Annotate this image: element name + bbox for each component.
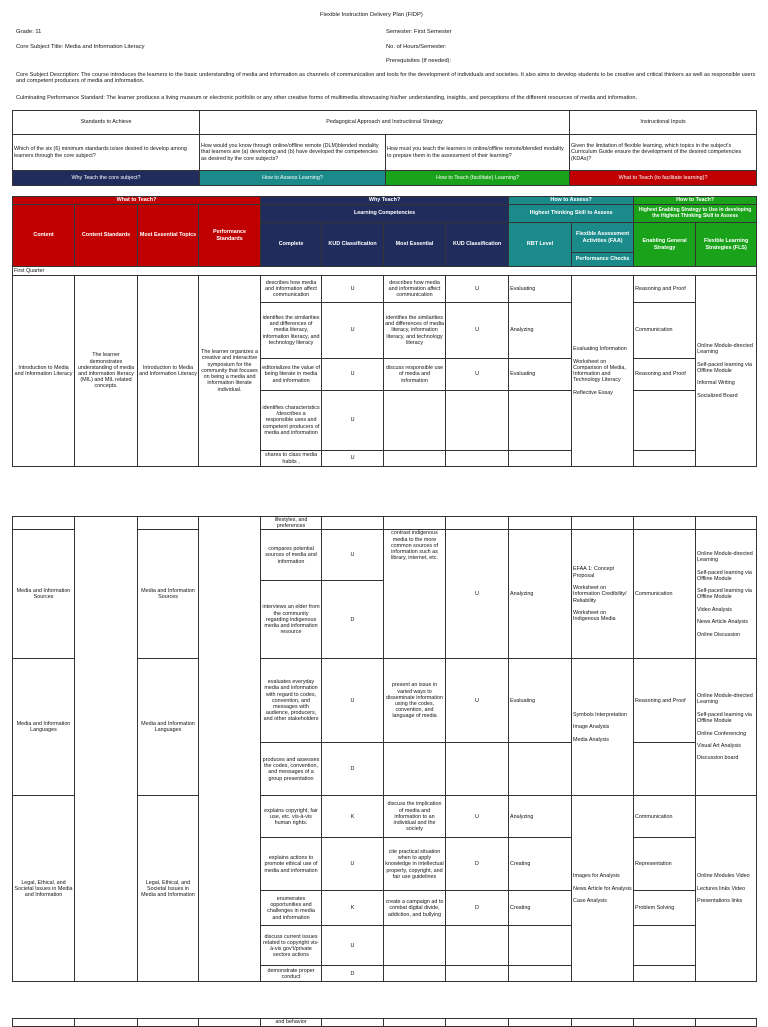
empty-cell (322, 1019, 384, 1027)
empty-cell (509, 517, 572, 530)
guide-question-4: Given the limitation of flexible learning, which topics in the subject's Curriculum Guide ensure the development of the desired competencies (KDAs)? (570, 135, 757, 171)
enabling-cell: Reasoning and Proof (634, 276, 696, 303)
empty-cell (384, 517, 446, 530)
kud-cell: U (322, 659, 384, 743)
kud-cell: U (446, 276, 509, 303)
competency-cell: compares potential sources of media and information (261, 530, 322, 581)
faa-cell: Images for Analysis News Article for Analysis Case Analysis (572, 796, 634, 982)
empty-cell (509, 743, 572, 796)
how-teach-bar: How to Teach (facilitate) Learning? (386, 171, 570, 186)
empty-cell (199, 1019, 261, 1027)
kud-cell: D (446, 838, 509, 891)
hours-label: No. of Hours/Semester: (386, 44, 447, 50)
empty-cell (13, 1019, 75, 1027)
empty-cell (446, 926, 509, 966)
performance-checks-header: Performance Checks (572, 253, 634, 267)
kud-cell: U (446, 530, 509, 659)
rbt-cell: Analyzing (509, 796, 572, 838)
empty-cell (138, 1019, 199, 1027)
competency-cell: enumerates opportunities and challenges in media and information (261, 891, 322, 926)
content-cell: Media and Information Languages (13, 659, 75, 796)
competency-cell: demonstrate proper conduct (261, 966, 322, 982)
first-quarter-label: First Quarter (13, 267, 757, 276)
empty-cell (634, 743, 696, 796)
faa-cell: Symbols Interpretation Image Analysis Media Analysis (572, 659, 634, 796)
content-standards-header: Content Standards (75, 205, 138, 267)
empty-cell (634, 1019, 696, 1027)
kud-cell: U (446, 659, 509, 743)
empty-cell (572, 1019, 634, 1027)
competency-cell: identifies characteristics /describes a responsible uses and competent producers of media and information (261, 391, 322, 451)
standards-to-achieve-header: Standards to Achieve (13, 111, 200, 135)
content-cell: Legal, Ethical, and Societal Issues in Media and Information (13, 796, 75, 982)
content-cell: Introduction to Media and Information Literacy (13, 276, 75, 467)
competency-cell: interviews an elder from the community regarding indigenous media and information resource (261, 581, 322, 659)
what-teach-bar: What to Teach (to facilitate learning)? (570, 171, 757, 186)
competency-cell: explains copyright, fair use, etc. vis-à-vis human rights. (261, 796, 322, 838)
fidp-table-3 (12, 1018, 757, 1027)
instructional-inputs-header: Instructional Inputs (570, 111, 757, 135)
kud-cell: U (322, 391, 384, 451)
semester-label: Semester: First Semester (386, 29, 452, 35)
empty-cell (322, 517, 384, 530)
enabling-cell: Reasoning and Proof (634, 359, 696, 391)
empty-cell (572, 517, 634, 530)
enabling-cell: Communication (634, 303, 696, 359)
empty-cell (446, 1019, 509, 1027)
most-essential-cell: discuss the implication of media and information to an individual and the society (384, 796, 446, 838)
rbt-cell: Analyzing (509, 303, 572, 359)
faa-cell: Evaluating Information Worksheet on Comparison of Media, Information and Technology Literacy Reflective Essay (572, 276, 634, 467)
empty-cell (446, 743, 509, 796)
kud-cell: U (322, 838, 384, 891)
fls-cell: Online Module-directed Learning Self-paced learning via Offline Module Online Conferencing Visual Art Analysis Discussion board (696, 659, 757, 796)
kud-cell: D (446, 891, 509, 926)
content-standard-cell: The learner demonstrates understanding of media and information literacy (MIL) and MIL related concepts. (75, 276, 138, 467)
empty-cell (634, 391, 696, 451)
highest-enabling-header: Highest Enabling Strategy to Use in developing the Highest Thinking Skill to Assess (634, 205, 757, 223)
kud-cell: U (322, 359, 384, 391)
complete-header: Complete (261, 223, 322, 267)
kud-cell: U (446, 796, 509, 838)
empty-cell (509, 451, 572, 467)
topic-cell: Introduction to Media and Information Literacy (138, 276, 199, 467)
empty-cell (509, 1019, 572, 1027)
empty-cell (509, 966, 572, 982)
rbt-cell: Creating (509, 891, 572, 926)
faa-cell: EFAA 1: Concept Proposal Worksheet on Information Credibility/ Reliability Worksheet on Indigenous Media (572, 530, 634, 659)
kud-cell: D (322, 966, 384, 982)
performance-standard-cell: The learner organizes a creative and interactive symposium for the community that focuses on being a media and information literate individual. (199, 276, 261, 467)
enabling-cell: Communication (634, 530, 696, 659)
rbt-level-header: RBT Level (509, 223, 572, 267)
empty-cell (634, 451, 696, 467)
most-essential-cell: present an issue in varied ways to disseminate information using the codes, convention, and language of media (384, 659, 446, 743)
empty-cell (696, 517, 757, 530)
kud-cell: K (322, 891, 384, 926)
kud-classification-header-2: KUD Classification (446, 223, 509, 267)
fls-header: Flexible Learning Strategies (FLS) (696, 223, 757, 267)
what-to-teach-header: What to Teach? (13, 197, 261, 205)
competency-cell: explains actions to promote ethical use of media and information (261, 838, 322, 891)
competency-cell: lifestyles, and preferences (261, 517, 322, 530)
empty-cell (446, 966, 509, 982)
guide-question-2: How would you know through online/offline remote (DLM)blended modality that learners are (a) developing and (b) have developed the competencies as desired by the core subjects? (200, 135, 386, 171)
fls-cell: Online Modules Video Lectures links Video Presentations links (696, 796, 757, 982)
most-essential-cell: contrast indigenous media to the more common sources of information such as library, internet, etc. (384, 530, 446, 659)
empty-cell (509, 391, 572, 451)
why-teach-header: Why Teach? (261, 197, 509, 205)
competency-cell: and behavior (261, 1019, 322, 1027)
fidp-table-1 (12, 196, 757, 467)
empty-cell (384, 451, 446, 467)
pedagogical-approach-header: Pedagogical Approach and Instructional Strategy (200, 111, 570, 135)
most-essential-cell: identifies the similarities and differences of media literacy, information literacy, and technology literacy (384, 303, 446, 359)
empty-cell (634, 926, 696, 966)
grade-label: Grade: 11 (16, 29, 42, 35)
most-essential-topics-header: Most Essential Topics (138, 205, 199, 267)
kud-cell: U (322, 303, 384, 359)
competency-cell: editorializes the value of being literate in media and information (261, 359, 322, 391)
kud-cell: U (322, 926, 384, 966)
performance-standards-header: Performance Standards (199, 205, 261, 267)
competency-cell: shares to class media habits , (261, 451, 322, 467)
enabling-cell: Communication (634, 796, 696, 838)
how-to-assess-header: How to Assess? (509, 197, 634, 205)
enabling-cell: Representation (634, 838, 696, 891)
competency-cell: evaluates everyday media and information with regard to codes, convention, and messages with audience, producers, and other stakeholders (261, 659, 322, 743)
kud-cell: D (322, 743, 384, 796)
empty-cell (384, 743, 446, 796)
how-to-teach-header: How to Teach? (634, 197, 757, 205)
rbt-cell: Evaluating (509, 276, 572, 303)
empty-cell (384, 926, 446, 966)
kud-cell: U (322, 530, 384, 581)
how-assess-bar: How to Assess Learning? (200, 171, 386, 186)
fidp-table-2 (12, 516, 757, 982)
competency-cell: describes how media and information affect communication (261, 276, 322, 303)
rbt-cell: Evaluating (509, 359, 572, 391)
content-cell (13, 517, 75, 530)
culminating-standard: Culminating Performance Standard: The learner produces a living museum or electronic portfolio or any other creative forms of multimedia showcasing his/her understanding, insights, and perceptions of the different resources of media and information. (16, 95, 638, 101)
kud-cell: U (446, 303, 509, 359)
empty-cell (446, 451, 509, 467)
kud-cell: D (322, 581, 384, 659)
empty-cell (75, 1019, 138, 1027)
fls-cell: Online Module-directed Learning Self-paced learning via Offline Module Self-paced learning via Offline Module Video Analysis News Article Analysis Online Discussion (696, 530, 757, 659)
why-teach-bar: Why Teach the core subject? (13, 171, 200, 186)
fls-cell: Online Module-directed Learning Self-paced learning via Offline Module Informal Writing Socialized Board (696, 276, 757, 467)
guide-table (12, 110, 757, 186)
kud-classification-header-1: KUD Classification (322, 223, 384, 267)
highest-thinking-header: Highest Thinking Skill to Assess (509, 205, 634, 223)
empty-cell (384, 966, 446, 982)
enabling-cell: Problem Solving (634, 891, 696, 926)
empty-cell (384, 1019, 446, 1027)
most-essential-cell: create a campaign ad to combat digital divide, addiction, and bullying (384, 891, 446, 926)
guide-question-1: Which of the six (6) minimum standards is/are desired to develop among learners through the core subject? (13, 135, 200, 171)
empty-cell (634, 517, 696, 530)
enabling-strategy-header: Enabling General Strategy (634, 223, 696, 267)
empty-cell (696, 1019, 757, 1027)
core-subject-description: Core Subject Description: The course introduces the learners to the basic understanding of media and information as channels of communication and tools for the development of individuals and societies. It also aims to develop students to be creative and critical thinkers as well as responsible users and competent producers of media and information. (16, 72, 756, 85)
empty-cell (509, 926, 572, 966)
empty-cell (446, 391, 509, 451)
topic-cell: Media and Information Languages (138, 659, 199, 796)
empty-cell (634, 966, 696, 982)
most-essential-cell: describes how media and information affect communication (384, 276, 446, 303)
rbt-cell: Analyzing (509, 530, 572, 659)
learning-competencies-header: Learning Competencies (261, 205, 509, 223)
performance-standard-cell (199, 517, 261, 982)
most-essential-header: Most Essential (384, 223, 446, 267)
most-essential-cell: cite practical situation when to apply knowledge in intellectual property, copyright, and fair use guidelines (384, 838, 446, 891)
topic-cell (138, 517, 199, 530)
content-standard-cell (75, 517, 138, 982)
kud-cell: U (322, 451, 384, 467)
faa-header: Flexible Assessment Activities (FAA) (572, 223, 634, 253)
core-subject-title: Core Subject Title: Media and Information Literacy (16, 44, 145, 50)
page-title: Flexible Instruction Delivery Plan (FIDP) (320, 12, 423, 18)
enabling-cell: Reasoning and Proof (634, 659, 696, 743)
competency-cell: discuss current issues related to copyright vis-à-vis gov't/private sectors actions (261, 926, 322, 966)
competency-cell: identifies the similarities and differences of media literacy, information literacy, and technology literacy (261, 303, 322, 359)
kud-cell: K (322, 796, 384, 838)
kud-cell: U (322, 276, 384, 303)
rbt-cell: Evaluating (509, 659, 572, 743)
competency-cell: produces and assesses the codes, convention, and messages of a group presentation (261, 743, 322, 796)
topic-cell: Media and Information Sources (138, 530, 199, 659)
topic-cell: Legal, Ethical, and Societal Issues in Media and Information (138, 796, 199, 982)
most-essential-cell: discuss responsible use of media and information (384, 359, 446, 391)
guide-question-3: How must you teach the learners in online/offline remote/blended modality to prepare them in the assessment of their learning? (386, 135, 570, 171)
rbt-cell: Creating (509, 838, 572, 891)
kud-cell: U (446, 359, 509, 391)
content-cell: Media and Information Sources (13, 530, 75, 659)
content-header: Content (13, 205, 75, 267)
prerequisites-label: Prerequisites (If needed): (386, 58, 452, 64)
empty-cell (446, 517, 509, 530)
empty-cell (384, 391, 446, 451)
